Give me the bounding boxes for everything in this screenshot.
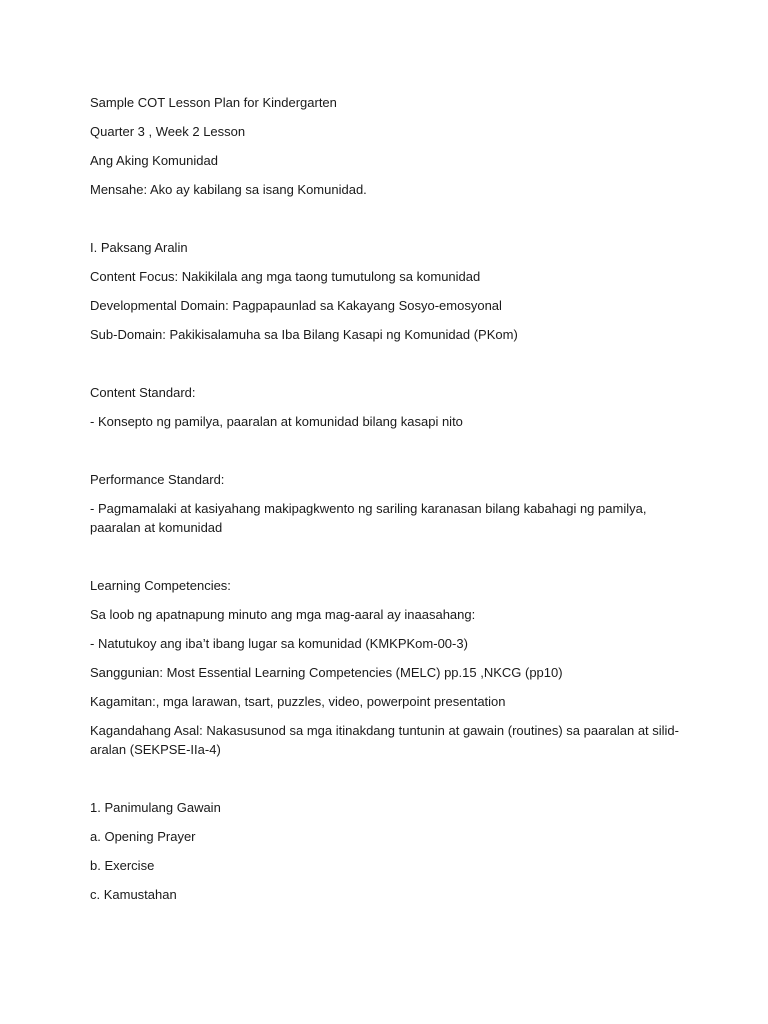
content-focus-line: Content Focus: Nakikilala ang mga taong tumutulong sa komunidad [90,269,481,284]
learning-competencies-heading: Learning Competencies: [90,578,231,593]
quarter-week-label: Quarter 3 , Week 2 Lesson [90,124,246,139]
spacer [90,547,680,576]
topic-title: Ang Aking Komunidad [90,153,218,168]
kagandahang-asal-line: Kagandahang Asal: Nakasusunod sa mga itinakdang tuntunin at gawain (routines) sa paaralan at silid-aralan (SEKPSE-IIa-4) [90,723,679,757]
kagamitan-line: Kagamitan:, mga larawan, tsart, puzzles, video, powerpoint presentation [90,694,506,709]
developmental-domain-line: Developmental Domain: Pagpapaunlad sa Kakayang Sosyo-emosyonal [90,298,502,313]
learning-competencies-intro: Sa loob ng apatnapung minuto ang mga mag-aaral ay inaasahang: [90,607,476,622]
message-line: Mensahe: Ako ay kabilang sa isang Komunidad. [90,182,367,197]
sub-domain-line: Sub-Domain: Pakikisalamuha sa Iba Bilang Kasapi ng Komunidad (PKom) [90,327,518,342]
spacer [90,354,680,383]
section-heading-paksang-aralin: I. Paksang Aralin [90,240,188,255]
learning-competency-item: - Natutukoy ang iba’t ibang lugar sa komunidad (KMKPKom-00-3) [90,636,468,651]
spacer [90,441,680,470]
content-standard-item: - Konsepto ng pamilya, paaralan at komunidad bilang kasapi nito [90,414,463,429]
spacer [90,209,680,238]
document-body [90,93,680,914]
content-standard-heading: Content Standard: [90,385,196,400]
list-item-opening-prayer: a. Opening Prayer [90,829,196,844]
list-item-exercise: b. Exercise [90,858,155,873]
document-title: Sample COT Lesson Plan for Kindergarten [90,95,337,110]
spacer [90,769,680,798]
performance-standard-heading: Performance Standard: [90,472,225,487]
panimulang-gawain-heading: 1. Panimulang Gawain [90,800,221,815]
sanggunian-line: Sanggunian: Most Essential Learning Competencies (MELC) pp.15 ,NKCG (pp10) [90,665,563,680]
list-item-kamustahan: c. Kamustahan [90,887,177,902]
performance-standard-item: - Pagmamalaki at kasiyahang makipagkwento ng sariling karanasan bilang kabahagi ng pamilya, paaralan at komunidad [90,501,647,535]
